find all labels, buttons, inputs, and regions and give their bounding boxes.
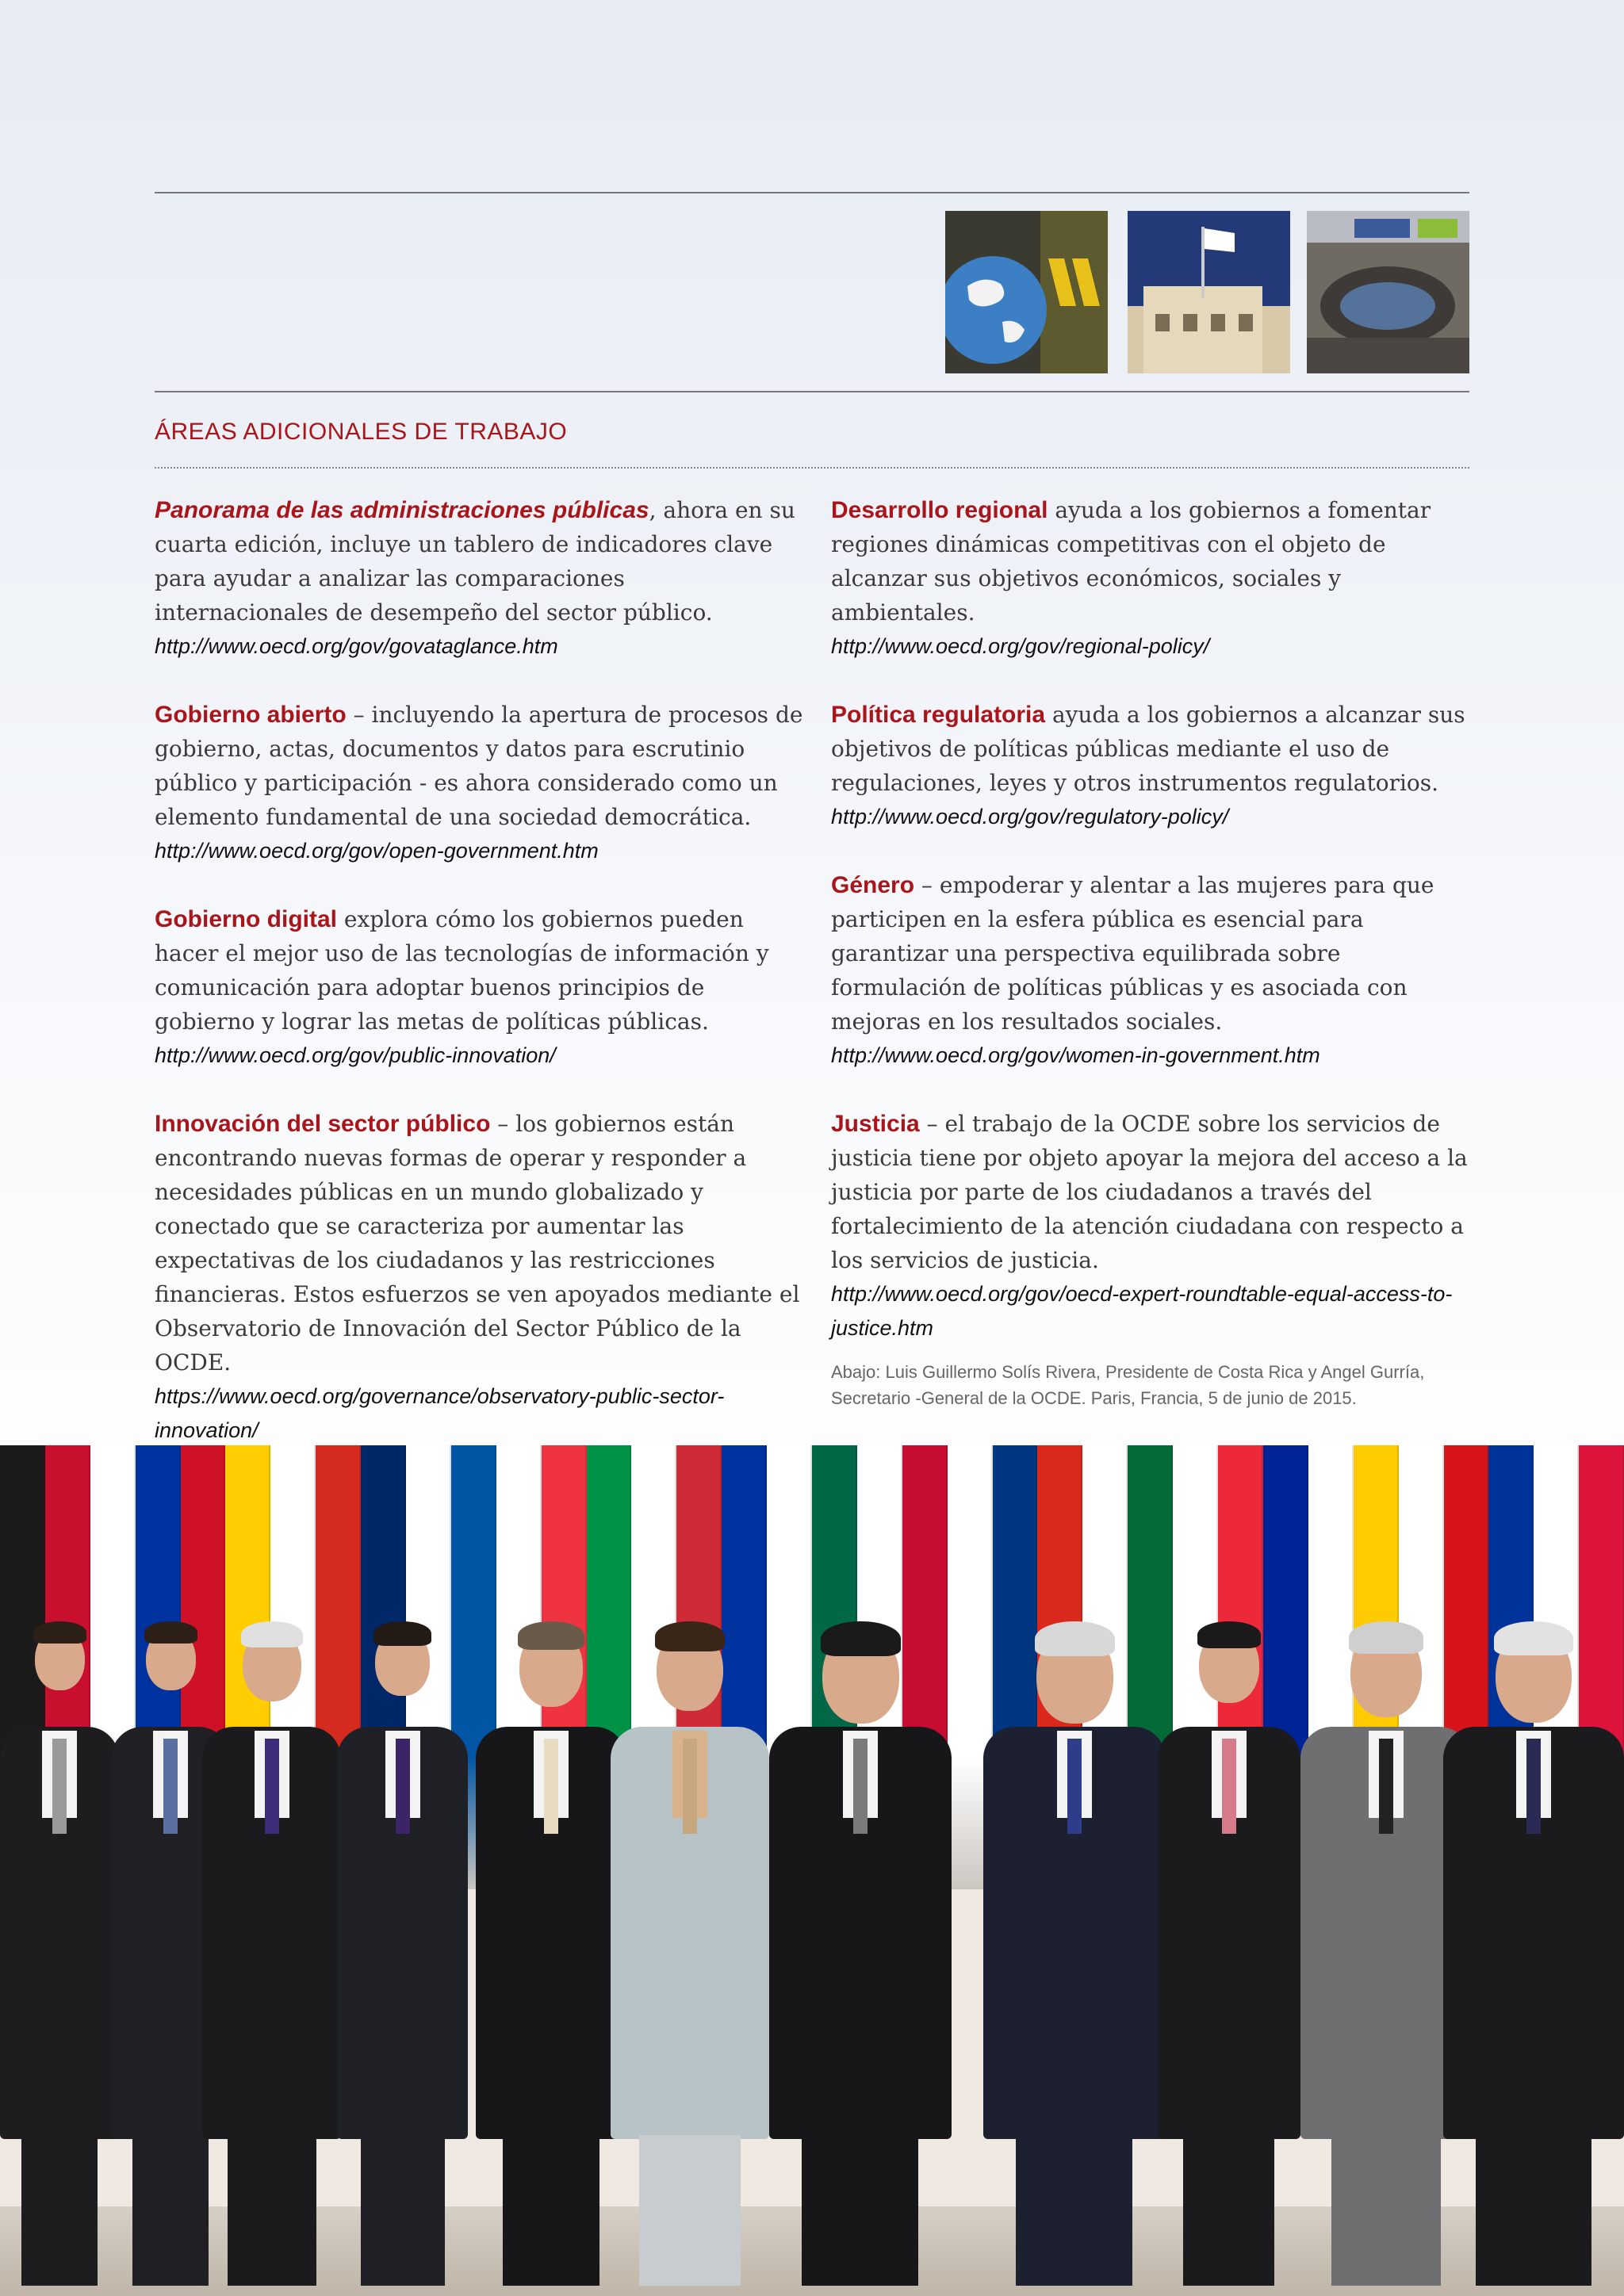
entry-panorama [155,493,805,664]
entry-link[interactable]: http://www.oecd.org/gov/oecd-expert-roundtable-equal-access-to-justice.htm [831,1282,1453,1340]
thumbnail-rule [155,391,1469,392]
entry-link[interactable]: http://www.oecd.org/gov/govataglance.htm [155,634,558,658]
entry-text: ayuda a los gobiernos a alcanzar sus objetivos de políticas públicas mediante el uso de regulaciones, leyes y otros instrumentos regulatorios. [831,702,1465,796]
person-figure [202,1604,341,2296]
entry-term: Género [831,872,915,898]
entry-text: explora cómo los gobiernos pueden hacer el mejor uso de las tecnologías de información y comunicación para adoptar buenos principios de gobierno y lograr las metas de políticas públicas. [155,906,769,1035]
right-column [831,493,1473,1380]
entry-link[interactable]: http://www.oecd.org/gov/regulatory-policy/ [831,805,1229,828]
person-figure [983,1604,1166,2296]
person-figure [337,1604,468,2296]
group-photo-with-flags [0,1445,1624,2296]
entry-text: ayuda a los gobiernos a fomentar regiones dinámicas competitivas con el objeto de alcanzar sus objetivos económicos, sociales y ambientales. [831,497,1431,626]
person-figure [1158,1604,1300,2296]
entry-justicia [831,1107,1473,1345]
photo-caption: Abajo: Luis Guillermo Solís Rivera, Presidente de Costa Rica y Angel Gurría, Secretario -General de la OCDE. Paris, Francia, 5 de junio de 2015. [831,1362,1425,1408]
entry-innovacion [155,1107,805,1448]
oecd-meeting-room-photo [1307,211,1469,373]
person-figure [1443,1604,1624,2296]
entry-link[interactable]: https://www.oecd.org/governance/observatory-public-sector-innovation/ [155,1384,725,1442]
section-title: ÁREAS ADICIONALES DE TRABAJO [155,419,568,445]
entry-term: Desarrollo regional [831,497,1048,523]
entry-term: Innovación del sector público [155,1111,491,1137]
entry-text: – los gobiernos están encontrando nuevas formas de operar y responder a necesidades públicas en un mundo globalizado y conectado que se caracteriza por aumentar las expectativas de los ciudadanos y las restricciones financieras. Estos esfuerzos se ven apoyados mediante el Observatorio de Innovación del Sector Público de la OCDE. [155,1111,800,1376]
entry-text: – empoderar y alentar a las mujeres para que participen en la esfera pública es esencial para garantizar una perspectiva equilibrada sobre formulación de políticas públicas y es asociada con mejoras en los resultados sociales. [831,872,1434,1035]
entry-gobierno-abierto [155,698,805,868]
person-figure [611,1604,769,2296]
top-rule [155,192,1469,193]
entry-gobierno-digital [155,902,805,1073]
person-figure [769,1604,952,2296]
oecd-building-flag-photo [1128,211,1290,373]
entry-desarrollo-regional [831,493,1473,664]
entry-term: Gobierno digital [155,906,337,932]
entry-term: Gobierno abierto [155,702,347,728]
person-figure [476,1604,626,2296]
entry-term: Justicia [831,1111,920,1137]
entry-link[interactable]: http://www.oecd.org/gov/women-in-government.htm [831,1043,1320,1067]
section-divider [155,467,1469,469]
entry-politica-regulatoria [831,698,1473,834]
entry-link[interactable]: http://www.oecd.org/gov/public-innovation/ [155,1043,556,1067]
left-column [155,493,805,1482]
oecd-logo-globe-photo [945,211,1108,373]
entry-text: – incluyendo la apertura de procesos de gobierno, actas, documentos y datos para escrutinio público y participación - es ahora considerado como un elemento fundamental de una sociedad democrática. [155,702,803,830]
entry-text: – el trabajo de la OCDE sobre los servicios de justicia tiene por objeto apoyar la mejora del acceso a la justicia por parte de los ciudadanos a través del fortalecimiento de la atención ciudadana con respecto a los servicios de justicia. [831,1111,1468,1273]
person-figure [0,1604,119,2296]
entry-link[interactable]: http://www.oecd.org/gov/regional-policy/ [831,634,1210,658]
entry-genero [831,868,1473,1073]
entry-term: Política regulatoria [831,702,1046,728]
entry-link[interactable]: http://www.oecd.org/gov/open-government.htm [155,839,599,863]
entry-term: Panorama de las administraciones públicas [155,497,649,523]
entry-text: , ahora en su cuarta edición, incluye un tablero de indicadores clave para ayudar a analizar las comparaciones internacionales de desempeño del sector público. [155,497,795,626]
